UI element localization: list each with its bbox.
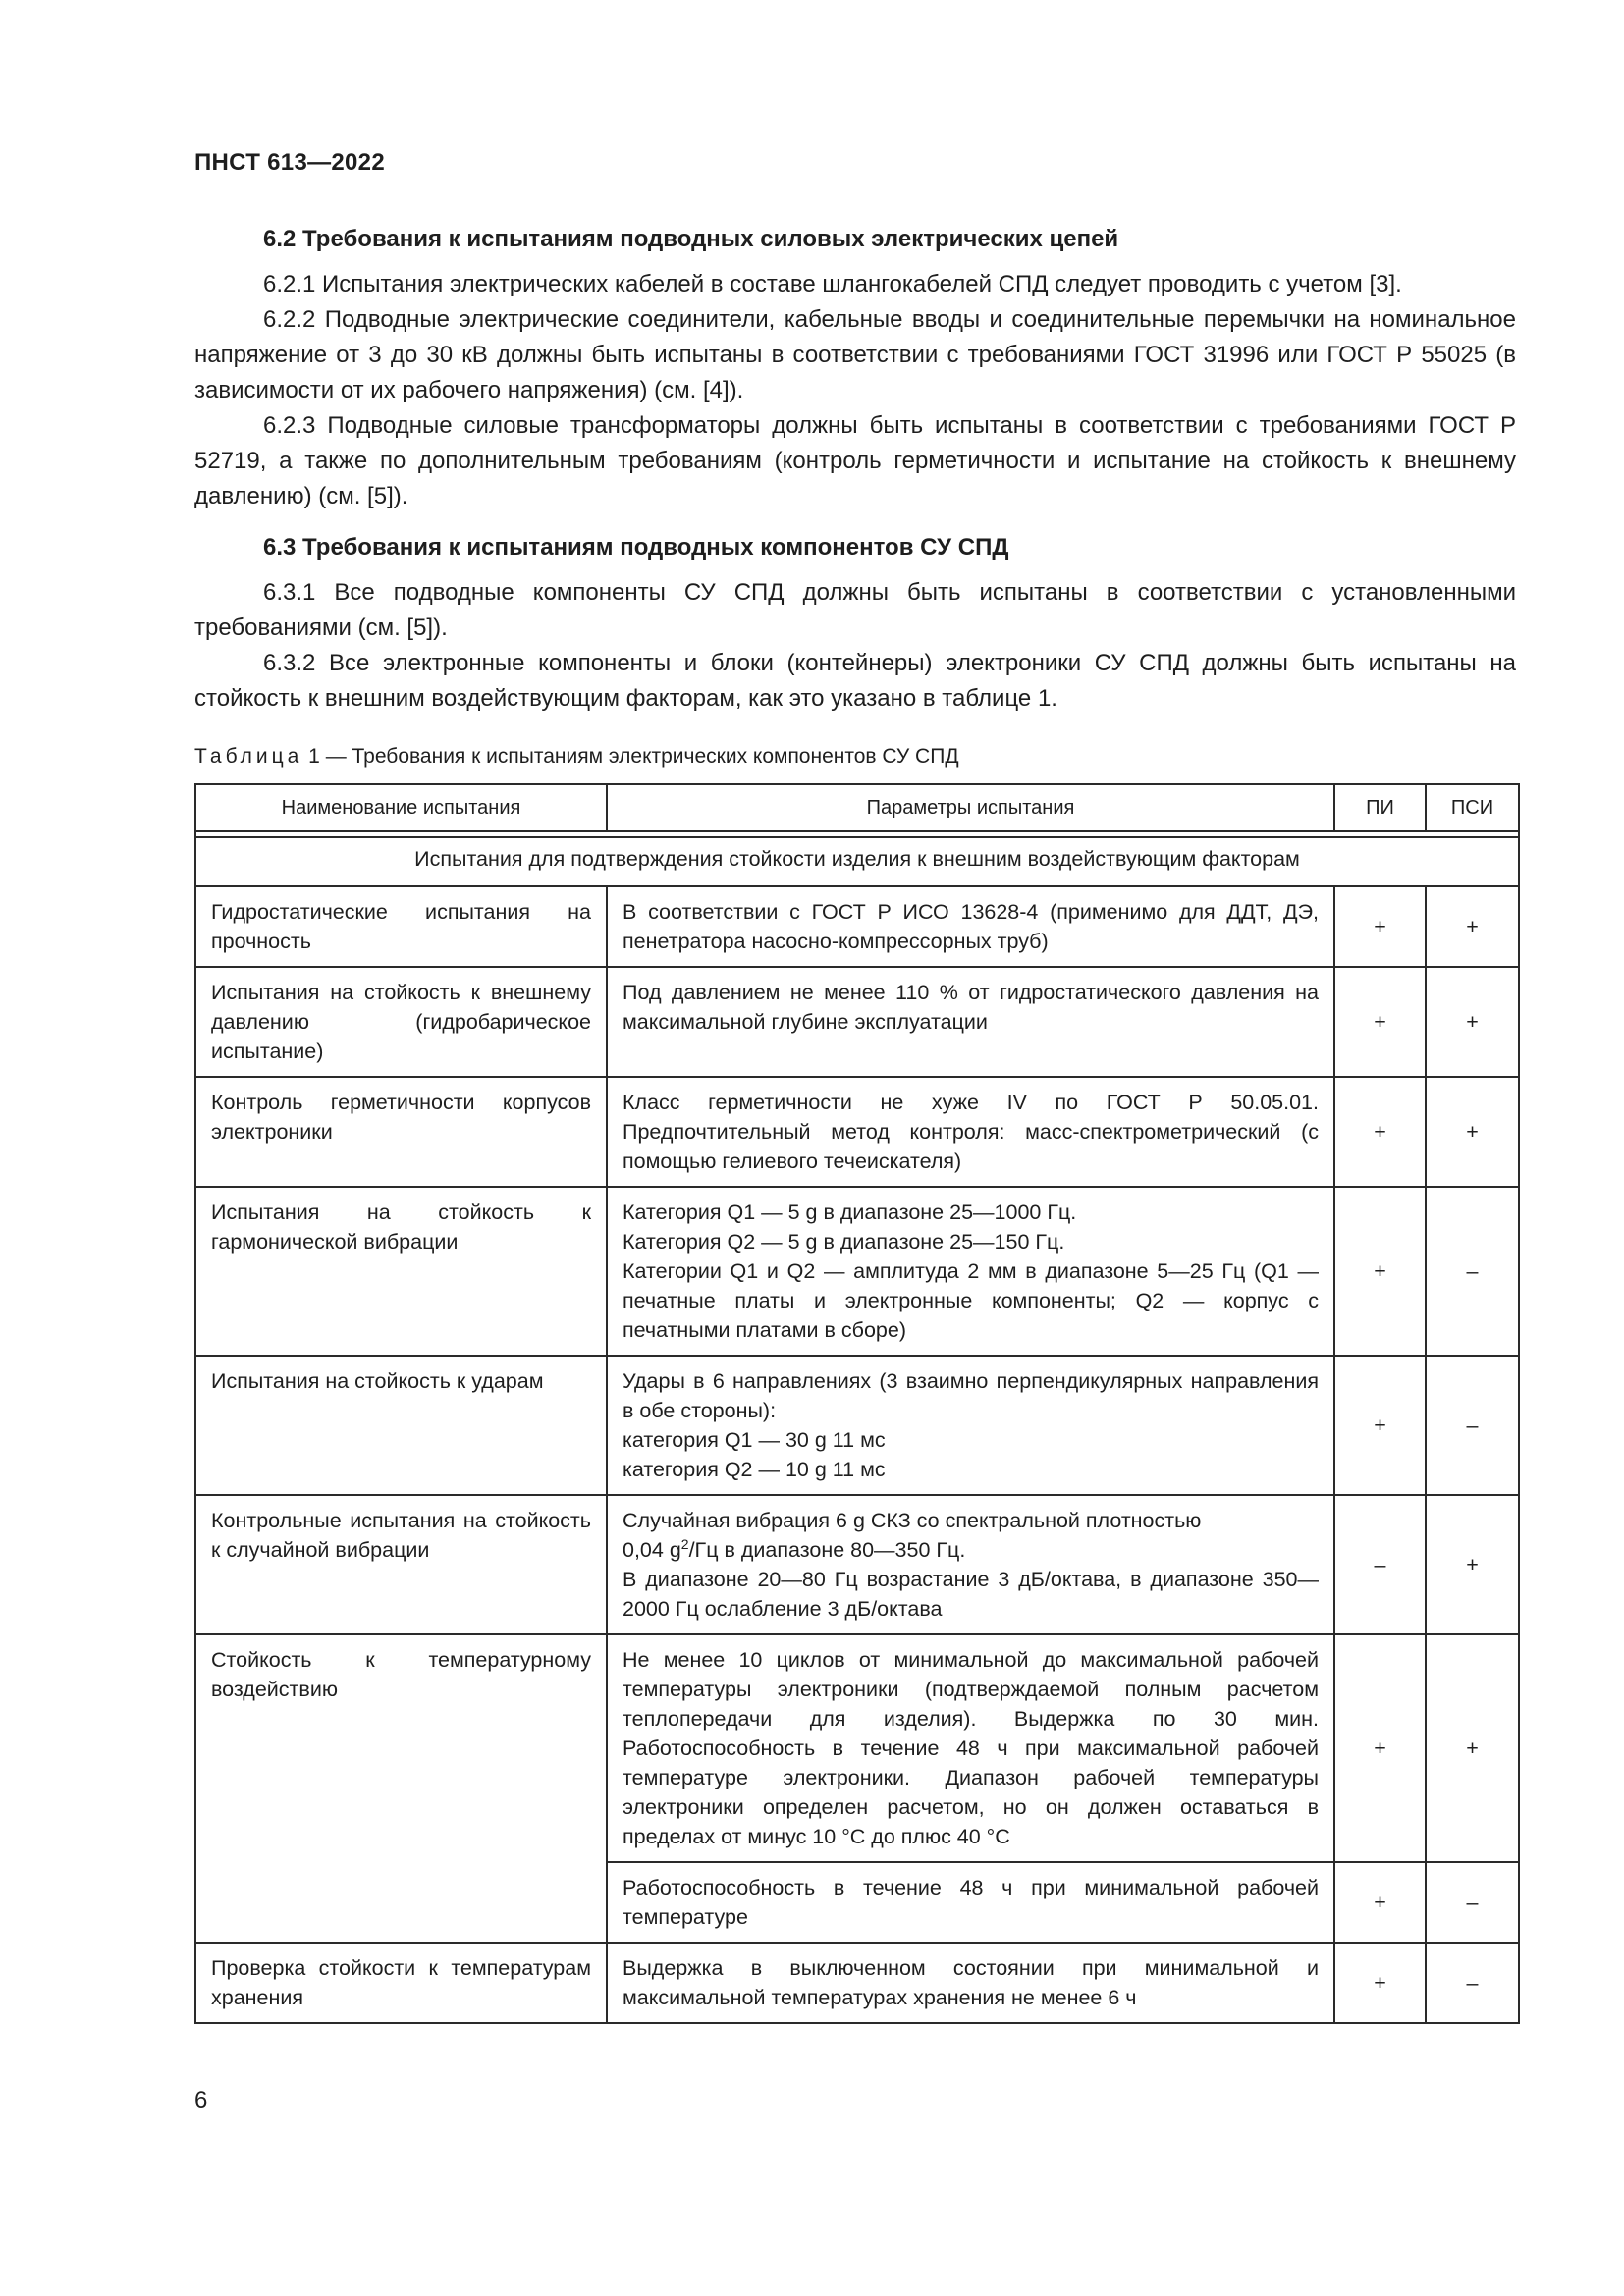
section-6-3-title: 6.3 Требования к испытаниям подводных компонентов СУ СПД bbox=[263, 534, 1009, 561]
table-caption-text: 1 — Требования к испытаниям электрических компонентов СУ СПД bbox=[302, 745, 959, 768]
pi-mark: + bbox=[1334, 1634, 1426, 1862]
param-line: Удары в 6 направлениях (3 взаимно перпендикулярных направления в обе стороны): bbox=[623, 1369, 1319, 1422]
param-text: /Гц в диапазоне 80—350 Гц. bbox=[688, 1538, 966, 1562]
table-row bbox=[195, 1495, 1519, 1634]
header-pi: ПИ bbox=[1334, 784, 1426, 831]
test-requirements-table bbox=[194, 783, 1520, 2024]
test-name: Гидростатические испытания на прочность bbox=[195, 886, 607, 967]
table-row bbox=[195, 1356, 1519, 1495]
test-params: Не менее 10 циклов от минимальной до максимальной рабочей температуры электроники (подтверждаемой полным расчетом теплопередачи для изделия). Выдержка по 30 мин. Работоспособность в течение 48 ч при максимальной рабочей температуре электроники. Диапазон рабочей температуры электроники определен расчетом, но он должен оставаться в пределах от минус 10 °С до плюс 40 °С bbox=[607, 1634, 1334, 1862]
param-superscript: 2 bbox=[680, 1535, 689, 1552]
param-line: В диапазоне 20—80 Гц возрастание 3 дБ/октава, в диапазоне 350—2000 Гц ослабление 3 дБ/октава bbox=[623, 1568, 1319, 1621]
group-title: Испытания для подтверждения стойкости изделия к внешним воздействующим факторам bbox=[195, 837, 1519, 886]
param-line: категория Q2 — 10 g 11 мс bbox=[623, 1458, 886, 1481]
pi-mark: + bbox=[1334, 1356, 1426, 1495]
paragraph-6-2-2: 6.2.2 Подводные электрические соединители, кабельные вводы и соединительные перемычки на номинальное напряжение от 3 до 30 кВ должны быть испытаны в соответствии с требованиями ГОСТ 31996 или ГОСТ Р 55025 (в зависимости от их рабочего напряжения) (см. [4]). bbox=[194, 306, 1516, 403]
section-6-2-title: 6.2 Требования к испытаниям подводных силовых электрических цепей bbox=[263, 226, 1119, 252]
paragraph-6-2-3: 6.2.3 Подводные силовые трансформаторы должны быть испытаны в соответствии с требованиями ГОСТ Р 52719, а также по дополнительным требованиям (контроль герметичности и испытание на стойкость к внешнему давлению) (см. [5]). bbox=[194, 412, 1516, 509]
test-params: Работоспособность в течение 48 ч при минимальной рабочей температуре bbox=[607, 1862, 1334, 1943]
param-line bbox=[623, 1535, 1319, 1565]
test-name: Контроль герметичности корпусов электроники bbox=[195, 1077, 607, 1187]
pi-mark: + bbox=[1334, 967, 1426, 1077]
param-line: Случайная вибрация 6 g СКЗ со спектральной плотностью bbox=[623, 1509, 1202, 1532]
param-line: Категории Q1 и Q2 — амплитуда 2 мм в диапазоне 5—25 Гц (Q1 — печатные платы и электронные компоненты; Q2 — корпус с печатными платами в сборе) bbox=[623, 1259, 1319, 1342]
header-test-name: Наименование испытания bbox=[195, 784, 607, 831]
group-row bbox=[195, 837, 1519, 886]
table-row bbox=[195, 1077, 1519, 1187]
psi-mark: + bbox=[1426, 1634, 1519, 1862]
paragraph-6-3-1: 6.3.1 Все подводные компоненты СУ СПД должны быть испытаны в соответствии с установленными требованиями (см. [5]). bbox=[194, 579, 1516, 641]
table-row bbox=[195, 1634, 1519, 1862]
pi-mark: + bbox=[1334, 1187, 1426, 1356]
psi-mark: – bbox=[1426, 1862, 1519, 1943]
test-params bbox=[607, 1356, 1334, 1495]
test-name: Контрольные испытания на стойкость к случайной вибрации bbox=[195, 1495, 607, 1634]
test-params: Под давлением не менее 110 % от гидростатического давления на максимальной глубине эксплуатации bbox=[607, 967, 1334, 1077]
psi-mark: + bbox=[1426, 1495, 1519, 1634]
table-row bbox=[195, 1943, 1519, 2023]
header-test-params: Параметры испытания bbox=[607, 784, 1334, 831]
table-row bbox=[195, 886, 1519, 967]
psi-mark: + bbox=[1426, 967, 1519, 1077]
table-caption-word: Таблица bbox=[194, 745, 303, 768]
test-params bbox=[607, 1187, 1334, 1356]
table-row bbox=[195, 967, 1519, 1077]
param-line: Категория Q1 — 5 g в диапазоне 25—1000 Гц. bbox=[623, 1201, 1077, 1224]
pi-mark: + bbox=[1334, 886, 1426, 967]
paragraph-6-2-1: 6.2.1 Испытания электрических кабелей в составе шлангокабелей СПД следует проводить с учетом [3]. bbox=[263, 271, 1402, 297]
paragraph-6-3-2: 6.3.2 Все электронные компоненты и блоки (контейнеры) электроники СУ СПД должны быть испытаны на стойкость к внешним воздействующим факторам, как это указано в таблице 1. bbox=[194, 650, 1516, 712]
table-row bbox=[195, 1187, 1519, 1356]
page-number: 6 bbox=[194, 2087, 208, 2113]
psi-mark: + bbox=[1426, 886, 1519, 967]
pi-mark: + bbox=[1334, 1077, 1426, 1187]
test-params: Выдержка в выключенном состоянии при минимальной и максимальной температурах хранения не менее 6 ч bbox=[607, 1943, 1334, 2023]
document-id-header: ПНСТ 613—2022 bbox=[194, 149, 385, 176]
test-params bbox=[607, 1495, 1334, 1634]
param-line: категория Q1 — 30 g 11 мс bbox=[623, 1428, 886, 1452]
test-params: Класс герметичности не хуже IV по ГОСТ Р 50.05.01. Предпочтительный метод контроля: масс-спектрометрический (с помощью гелиевого течеискателя) bbox=[607, 1077, 1334, 1187]
test-name: Испытания на стойкость к ударам bbox=[195, 1356, 607, 1495]
test-name: Испытания на стойкость к гармонической вибрации bbox=[195, 1187, 607, 1356]
param-line: Категория Q2 — 5 g в диапазоне 25—150 Гц. bbox=[623, 1230, 1065, 1254]
pi-mark: + bbox=[1334, 1862, 1426, 1943]
page-content bbox=[194, 222, 1516, 2024]
table-caption bbox=[194, 742, 1516, 772]
header-psi: ПСИ bbox=[1426, 784, 1519, 831]
test-params: В соответствии с ГОСТ Р ИСО 13628-4 (применимо для ДДТ, ДЭ, пенетратора насосно-компрессорных труб) bbox=[607, 886, 1334, 967]
test-name: Проверка стойкости к температурам хранения bbox=[195, 1943, 607, 2023]
param-text: 0,04 g bbox=[623, 1538, 681, 1562]
test-name: Испытания на стойкость к внешнему давлению (гидробарическое испытание) bbox=[195, 967, 607, 1077]
psi-mark: – bbox=[1426, 1187, 1519, 1356]
pi-mark: + bbox=[1334, 1943, 1426, 2023]
psi-mark: – bbox=[1426, 1943, 1519, 2023]
psi-mark: + bbox=[1426, 1077, 1519, 1187]
psi-mark: – bbox=[1426, 1356, 1519, 1495]
table-header-row bbox=[195, 784, 1519, 831]
test-name: Стойкость к температурному воздействию bbox=[195, 1634, 607, 1943]
pi-mark: – bbox=[1334, 1495, 1426, 1634]
